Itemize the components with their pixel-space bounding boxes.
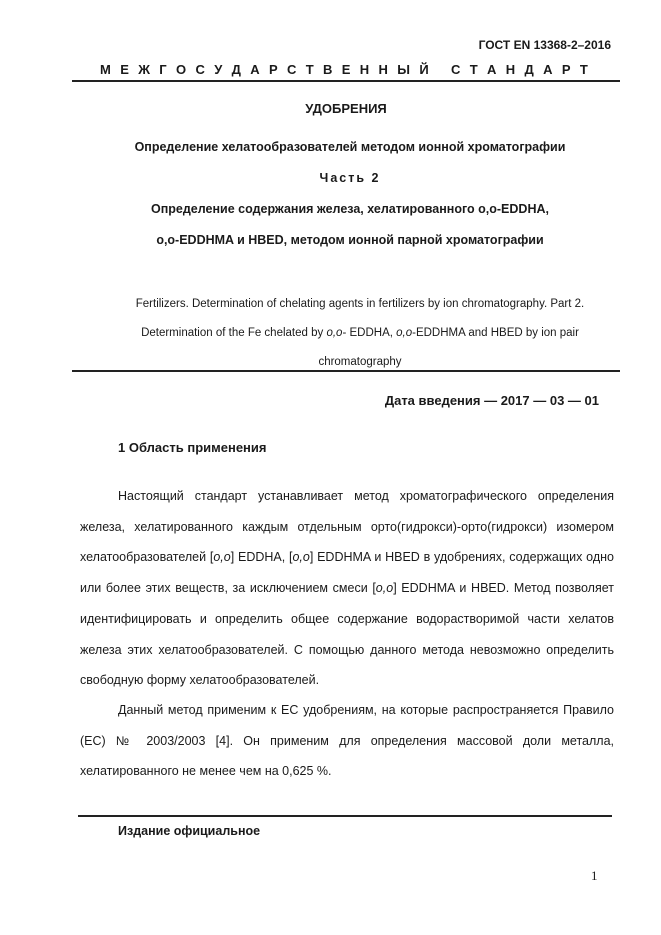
paragraph-text: ] EDDHMA и HBED. Метод позволяет идентифицировать и определить общее содержание водорастворимой части хелатов железа этих хелатообразователей. С помощью данного метода невозможно определить свободную форму хелатообразователей. — [80, 581, 614, 688]
interstate-letter: Г — [159, 62, 167, 77]
interstate-letter: Д — [524, 62, 534, 77]
section-heading: 1 Область применения — [118, 440, 267, 455]
interstate-standard-heading — [100, 62, 588, 77]
interstate-letter: Е — [341, 62, 351, 77]
standard-code: ГОСТ EN 13368-2–2016 — [478, 38, 611, 52]
interstate-letter: Т — [305, 62, 314, 77]
interstate-letter: С — [195, 62, 205, 77]
paragraph-scope — [80, 481, 614, 696]
paragraph-text: ] EDDHA, [ — [230, 550, 293, 565]
paragraph-text: ] EDDHMA и HBED в удобрениях, содержащих одно или более этих веществ, за исключением смеси [ — [80, 550, 614, 596]
italic-oo: o,o — [375, 581, 394, 596]
interstate-letter: С — [287, 62, 297, 77]
interstate-letter: Т — [469, 62, 478, 77]
interstate-letter: Е — [120, 62, 129, 77]
interstate-letter: В — [323, 62, 333, 77]
subtitle-part-line-2: o,o-EDDHMA и HBED, методом ионной парной хроматографии — [156, 233, 544, 247]
middle-rule — [72, 370, 620, 372]
page-number: 1 — [591, 868, 598, 883]
english-text: Determination of the Fe chelated by — [141, 327, 327, 339]
interstate-letter: А — [543, 62, 553, 77]
interstate-letter: А — [487, 62, 497, 77]
interstate-letter: О — [176, 62, 187, 77]
english-text: - EDDHA, — [342, 327, 397, 339]
interstate-letter: А — [250, 62, 260, 77]
interstate-letter: Ы — [397, 62, 410, 77]
top-rule — [72, 80, 620, 82]
italic-oo: o,o — [326, 327, 343, 339]
interstate-letter: Н — [378, 62, 388, 77]
interstate-letter: Р — [269, 62, 278, 77]
bottom-rule — [78, 815, 612, 817]
english-title-line-1: Fertilizers. Determination of chelating agents in fertilizers by ion chromatography. Part 2. — [135, 298, 585, 310]
interstate-letter: Д — [231, 62, 241, 77]
italic-oo: o,o — [396, 327, 413, 339]
italic-oo: o,o — [213, 550, 231, 565]
paragraph-text: Настоящий стандарт устанавливает метод хроматографического определения железа, хелатированного каждым отдельным орто(гидрокси)-орто(гидрокси) изомером хелатообразователей [ — [80, 489, 614, 565]
interstate-letter: М — [100, 62, 111, 77]
interstate-letter: Н — [359, 62, 370, 77]
interstate-letter: Й — [419, 62, 429, 77]
english-title-line-2 — [100, 319, 620, 348]
introduction-date: Дата введения — 2017 — 03 — 01 — [384, 393, 599, 408]
part-label: Часть 2 — [319, 171, 381, 185]
english-text: -EDDHMA and HBED by ion pair — [412, 327, 579, 339]
interstate-letter — [438, 62, 442, 77]
interstate-letter: Р — [561, 62, 571, 77]
edition-label: Издание официальное — [118, 824, 261, 838]
interstate-letter: С — [451, 62, 461, 77]
english-title — [100, 290, 620, 377]
subtitle-general: Определение хелатообразователей методом ионной хроматографии — [134, 140, 566, 154]
interstate-letter: Т — [579, 62, 588, 77]
interstate-letter: Н — [505, 62, 516, 77]
paragraph-applicability: Данный метод применим к ЕС удобрениям, на которые распространяется Правило (ЕС) № 2003/2003 [4]. Он применим для определения массовой доли металла, хелатированного не менее чем на 0,625 %. — [80, 703, 614, 779]
interstate-letter: Ж — [138, 62, 150, 77]
english-title-line-3: chromatography — [318, 356, 402, 368]
interstate-letter: У — [214, 62, 223, 77]
italic-oo: o,o — [292, 550, 310, 565]
subtitle-part-line-1: Определение содержания железа, хелатированного o,o-EDDHA, — [151, 202, 549, 216]
document-title: УДОБРЕНИЯ — [305, 101, 387, 116]
